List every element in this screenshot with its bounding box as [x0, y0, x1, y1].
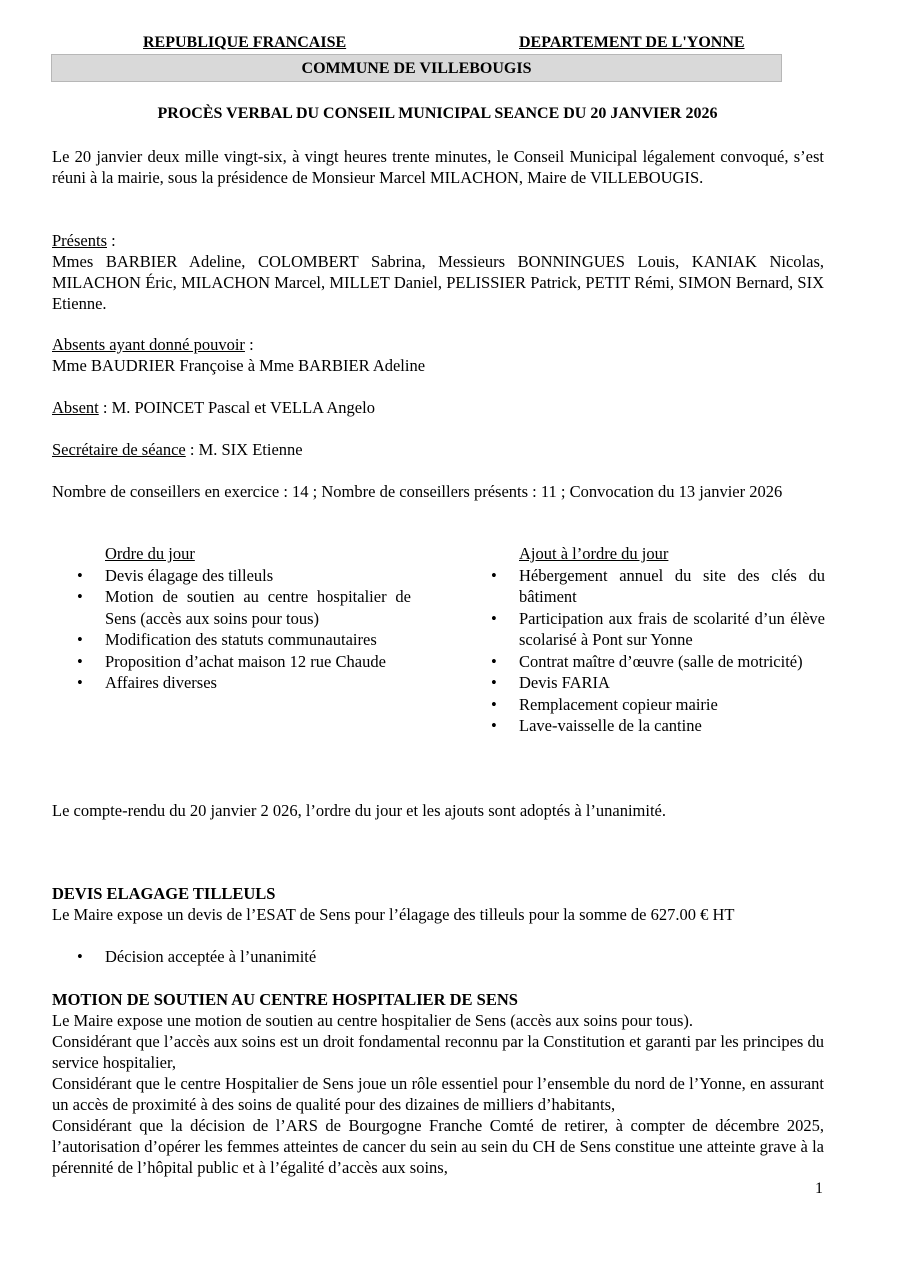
absents-pouvoir-sep: :: [244, 335, 254, 354]
list-item: • Contrat maître d’œuvre (salle de motricité): [491, 651, 825, 673]
bullet-dot: •: [77, 947, 83, 966]
motion-line: Le Maire expose une motion de soutien au centre hospitalier de Sens (accès aux soins pour tous).: [52, 1011, 694, 1030]
ordre-du-jour-column: [52, 543, 411, 694]
page-number: 1: [815, 1180, 823, 1197]
header-republique: REPUBLIQUE FRANCAISE: [143, 34, 347, 51]
commune-banner: COMMUNE DE VILLEBOUGIS: [51, 54, 782, 82]
motion-line: Considérant que la décision de l’ARS de Bourgogne Franche Comté de retirer, à compter de décembre 2025, l’autorisation d’opérer les femmes atteintes de cancer du sein au sein du CH de Sens constitue une atteinte grave à la pérennité de l’hôpital public et à l’égalité d’accès aux soins,: [52, 1116, 824, 1177]
absents-pouvoir-block: [52, 334, 824, 376]
presents-list: Mmes BARBIER Adeline, COLOMBERT Sabrina, Messieurs BONNINGUES Louis, KANIAK Nicolas, MILACHON Éric, MILACHON Marcel, MILLET Daniel, PELISSIER Patrick, PETIT Rémi, SIMON Bernard, SIX Etienne.: [52, 252, 824, 313]
absents-pouvoir-text: Mme BAUDRIER Françoise à Mme BARBIER Adeline: [52, 356, 426, 375]
list-item: • Modification des statuts communautaires: [52, 629, 411, 651]
motion-line: Considérant que l’accès aux soins est un droit fondamental reconnu par la Constitution et garanti par les principes du service hospitalier,: [52, 1032, 824, 1072]
absent-line: [52, 397, 824, 418]
ajout-column: [491, 543, 825, 737]
header-departement: DEPARTEMENT DE L'YONNE: [519, 34, 745, 51]
section-devis-elagage: [52, 883, 824, 925]
motion-line: Considérant que le centre Hospitalier de Sens joue un rôle essentiel pour l’ensemble du nord de l’Yonne, en assurant un accès de proximité à des soins de qualité pour des dizaines de milliers d’habitants,: [52, 1074, 824, 1114]
intro-paragraph: Le 20 janvier deux mille vingt-six, à vingt heures trente minutes, le Conseil Municipal légalement convoqué, s’est réuni à la mairie, sous la présidence de Monsieur Marcel MILACHON, Maire de VILLEBOUGIS.: [52, 147, 824, 187]
list-item: • Devis FARIA: [491, 672, 825, 694]
list-item: • Affaires diverses: [52, 672, 411, 694]
absents-pouvoir-label: Absents ayant donné pouvoir: [52, 335, 245, 354]
ordre-du-jour-list: [52, 565, 411, 694]
presents-block: [52, 230, 824, 314]
absent-label: Absent: [52, 398, 99, 417]
list-item: • Proposition d’achat maison 12 rue Chaude: [52, 651, 411, 673]
list-item: • Remplacement copieur mairie: [491, 694, 825, 716]
decision-text: Décision acceptée à l’unanimité: [105, 947, 317, 966]
compte-rendu-paragraph: Le compte-rendu du 20 janvier 2 026, l’ordre du jour et les ajouts sont adoptés à l’unanimité.: [52, 801, 667, 820]
list-item: • Hébergement annuel du site des clés du bâtiment: [491, 565, 825, 608]
section-heading: DEVIS ELAGAGE TILLEULS: [52, 884, 276, 903]
list-item: • Lave-vaisselle de la cantine: [491, 715, 825, 737]
ordre-du-jour-heading: Ordre du jour: [105, 544, 195, 563]
secretaire-label: Secrétaire de séance: [52, 440, 186, 459]
nombre-paragraph: Nombre de conseillers en exercice : 14 ; Nombre de conseillers présents : 11 ; Convocation du 13 janvier 2026: [52, 482, 783, 501]
secretaire-line: [52, 439, 824, 460]
absent-text: : M. POINCET Pascal et VELLA Angelo: [98, 398, 375, 417]
page-title: PROCÈS VERBAL DU CONSEIL MUNICIPAL SEANCE DU 20 JANVIER 2026: [157, 105, 718, 122]
secretaire-text: : M. SIX Etienne: [185, 440, 303, 459]
ajout-heading: Ajout à l’ordre du jour: [519, 544, 669, 563]
list-item: • Devis élagage des tilleuls: [52, 565, 411, 587]
ajout-list: [491, 565, 825, 737]
section-heading: MOTION DE SOUTIEN AU CENTRE HOSPITALIER DE SENS: [52, 990, 518, 1009]
section-motion: [52, 989, 824, 1178]
list-item: • Participation aux frais de scolarité d’un élève scolarisé à Pont sur Yonne: [491, 608, 825, 651]
presents-sep: :: [107, 231, 116, 250]
section-text: Le Maire expose un devis de l’ESAT de Sens pour l’élagage des tilleuls pour la somme de 627.00 € HT: [52, 905, 735, 924]
list-item: • Motion de soutien au centre hospitalier de Sens (accès aux soins pour tous): [52, 586, 411, 629]
presents-label: Présents: [52, 231, 107, 250]
header-row: [51, 34, 782, 54]
